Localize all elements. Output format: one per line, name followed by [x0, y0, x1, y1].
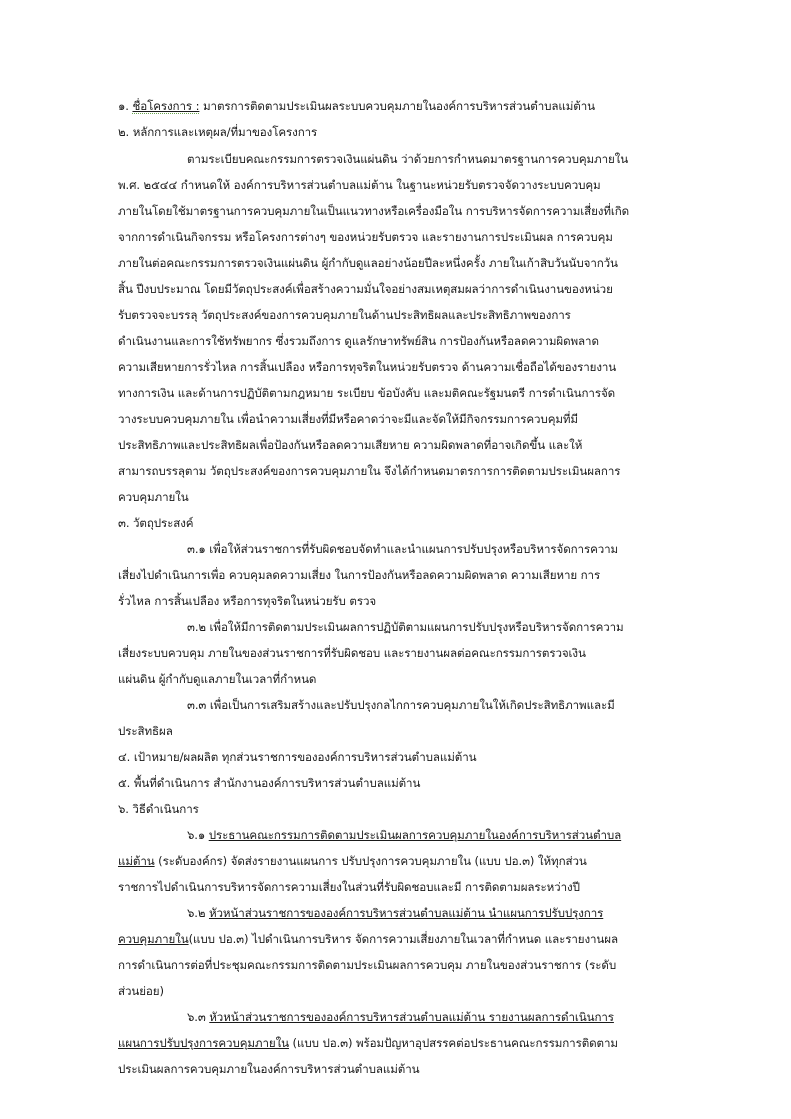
objective-line: ประสิทธิผล — [118, 724, 173, 738]
objective-line: เสี่ยงระบบควบคุม ภายในของส่วนราชการที่รับผิดชอบ และรายงานผลต่อคณะกรรมการตรวจเงิน — [118, 646, 586, 660]
objective-line: ๓.๒ เพื่อให้มีการติดตามประเมินผลการปฏิบัติตามแผนการปรับปรุงหรือบริหารจัดการความ — [187, 620, 624, 634]
method-number: ๖.๑ — [187, 828, 206, 842]
section-1-number: ๑. — [118, 99, 129, 113]
section-2-line: ดำเนินงานและการใช้ทรัพยากร ซึ่งรวมถึงการ ดูแลรักษาทรัพย์สิน การป้องกันหรือลดความผิดพลาด — [118, 334, 599, 348]
method-6-1-line: ราชการไปดำเนินการบริหารจัดการความเสี่ยงในส่วนที่รับผิดชอบและมี การติดตามผลระหว่างปี — [118, 880, 580, 894]
section-2-line: จากการดำเนินกิจกรรม หรือโครงการต่างๆ ของหน่วยรับตรวจ และรายงานการประเมินผล การควบคุม — [118, 230, 613, 244]
method-underlined-text: ควบคุมภายใน — [118, 932, 189, 946]
method-6-2-line — [187, 905, 603, 921]
section-2-line: ความเสียหายการรั่วไหล การสิ้นเปลือง หรือการทุจริตในหน่วยรับตรวจ ด้านความเชื่อถือได้ของรายงาน — [118, 360, 617, 374]
project-name-label: ชื่อโครงการ : — [132, 99, 200, 113]
section-5-area: ๕. พื้นที่ดำเนินการ สำนักงานองค์การบริหารส่วนตำบลแม่ต้าน — [118, 776, 421, 790]
objective-line: รั่วไหล การสิ้นเปลือง หรือการทุจริตในหน่วยรับ ตรวจ — [118, 594, 377, 608]
section-2-line: ภายในต่อคณะกรรมการตรวจเงินแผ่นดิน ผู้กำกับดูแลอย่างน้อยปีละหนึ่งครั้ง ภายในเก้าสิบวันนับจากวัน — [118, 256, 618, 270]
section-4-target: ๔. เป้าหมาย/ผลผลิต ทุกส่วนราชการขององค์การบริหารส่วนตำบลแม่ต้าน — [118, 750, 477, 764]
objective-line: แผ่นดิน ผู้กำกับดูแลภายในเวลาที่กำหนด — [118, 672, 317, 686]
method-text: (แบบ ปอ.๓) ไปดำเนินการบริหาร จัดการความเสี่ยงภายในเวลาที่กำหนด และรายงานผล — [188, 932, 618, 946]
method-6-2-line: การดำเนินการต่อที่ประชุมคณะกรรมการติดตามประเมินผลการควบคุม ภายในของส่วนราชการ (ระดับ — [118, 958, 617, 972]
section-2-line: พ.ศ. ๒๕๔๔ กำหนดให้ องค์การบริหารส่วนตำบลแม่ต้าน ในฐานะหน่วยรับตรวจจัดวางระบบควบคุม — [118, 178, 601, 192]
section-3-heading: ๓. วัตถุประสงค์ — [118, 516, 194, 530]
section-2-line: ทางการเงิน และด้านการปฏิบัติตามกฎหมาย ระเบียบ ข้อบังคับ และมติคณะรัฐมนตรี การดำเนินการจัด — [118, 386, 616, 400]
section-2-line: ภายในโดยใช้มาตรฐานการควบคุมภายในเป็นแนวทางหรือเครื่องมือใน การบริหารจัดการความเสี่ยงที่เกิด — [118, 204, 630, 218]
section-2-line: สิ้น ปีงบประมาณ โดยมีวัตถุประสงค์เพื่อสร้างความมั่นใจอย่างสมเหตุสมผลว่าการดำเนินงานของหน่วย — [118, 282, 613, 296]
method-6-3-line — [118, 1035, 618, 1051]
section-2-line: ประสิทธิภาพและประสิทธิผลเพื่อป้องกันหรือลดความเสียหาย ความผิดพลาดที่อาจเกิดขึ้น และให้ — [118, 438, 583, 452]
method-6-1-line — [187, 827, 621, 843]
method-underlined-text: แม่ต้าน — [118, 854, 155, 868]
method-6-2-line — [118, 931, 618, 947]
objective-line: ๓.๑ เพื่อให้ส่วนราชการที่รับผิดชอบจัดทำและนำแผนการปรับปรุงหรือบริหารจัดการความ — [187, 542, 619, 556]
section-1-line — [118, 98, 595, 114]
method-6-2-line: ส่วนย่อย) — [118, 984, 164, 998]
method-6-3-line: ประเมินผลการควบคุมภายในองค์การบริหารส่วนตำบลแม่ต้าน — [118, 1062, 420, 1076]
method-underlined-text: หัวหน้าส่วนราชการขององค์การบริหารส่วนตำบลแม่ต้าน รายงานผลการดำเนินการ — [209, 1010, 614, 1024]
section-2-heading: ๒. หลักการและเหตุผล/ที่มาของโครงการ — [118, 125, 318, 139]
method-number: ๖.๒ — [187, 906, 206, 920]
project-name-text: มาตรการติดตามประเมินผลระบบควบคุมภายในองค์การบริหารส่วนตำบลแม่ต้าน — [203, 99, 595, 113]
section-2-line: วางระบบควบคุมภายใน เพื่อนำความเสี่ยงที่มีหรือคาดว่าจะมีและจัดให้มีกิจกรรมการควบคุมที่มี — [118, 412, 578, 426]
section-6-heading: ๖. วิธีดำเนินการ — [118, 802, 199, 816]
section-2-line: สามารถบรรลุตาม วัตถุประสงค์ของการควบคุมภายใน จึงได้กำหนดมาตรการการติดตามประเมินผลการ — [118, 464, 621, 478]
method-6-1-line — [118, 853, 587, 869]
section-2-line: ควบคุมภายใน — [118, 490, 189, 504]
section-2-line: ตามระเบียบคณะกรรมการตรวจเงินแผ่นดิน ว่าด้วยการกำหนดมาตรฐานการควบคุมภายใน — [187, 152, 629, 166]
objective-line: เสี่ยงไปดำเนินการเพื่อ ควบคุมลดความเสี่ยง ในการป้องกันหรือลดความผิดพลาด ความเสียหาย การ — [118, 568, 601, 582]
method-underlined-text: ประธานคณะกรรมการติดตามประเมินผลการควบคุมภายในองค์การบริหารส่วนตำบล — [208, 828, 622, 842]
method-text: (แบบ ปอ.๓) พร้อมปัญหาอุปสรรคต่อประธานคณะกรรมการติดตาม — [288, 1036, 618, 1050]
method-underlined-text: หัวหน้าส่วนราชการขององค์การบริหารส่วนตำบลแม่ต้าน นำแผนการปรับปรุงการ — [208, 906, 604, 920]
method-6-3-line — [187, 1009, 614, 1025]
method-underlined-text: แผนการปรับปรุงการควบคุมภายใน — [118, 1036, 289, 1050]
method-number: ๖.๓ — [187, 1010, 206, 1024]
objective-line: ๓.๓ เพื่อเป็นการเสริมสร้างและปรับปรุงกลไกการควบคุมภายในให้เกิดประสิทธิภาพและมี — [187, 698, 615, 712]
section-2-line: รับตรวจจะบรรลุ วัตถุประสงค์ของการควบคุมภายในด้านประสิทธิผลและประสิทธิภาพของการ — [118, 308, 571, 322]
method-text: (ระดับองค์กร) จัดส่งรายงานแผนการ ปรับปรุงการควบคุมภายใน (แบบ ปอ.๓) ให้ทุกส่วน — [154, 854, 587, 868]
